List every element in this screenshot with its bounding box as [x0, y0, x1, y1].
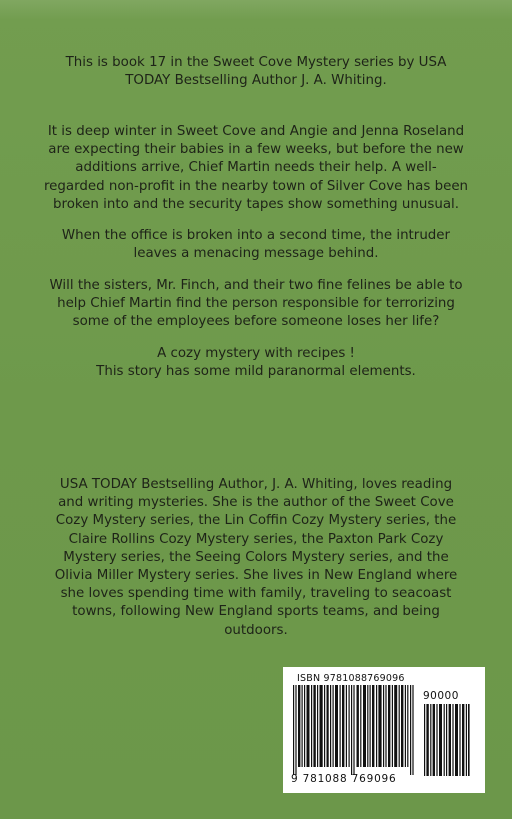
genre-note: A cozy mystery with recipes ! This story has some mild paranormal elements. — [96, 346, 416, 380]
top-edge — [0, 0, 512, 20]
synopsis-paragraph-3: Will the sisters, Mr. Finch, and their two fine felines be able to help Chief Martin find the person responsible for terrorizing some of the employees before someone loses her life? — [49, 278, 463, 330]
price-code: 90000 — [423, 690, 459, 702]
isbn-label: ISBN 9781088769096 — [297, 673, 405, 684]
synopsis-paragraph-1: It is deep winter in Sweet Cove and Angie and Jenna Roseland are expecting their babies in a few weeks, but before the new additions arrive, Chief Martin needs their help. A well- regarded non-profit in the nearby town of Silver Cove has been broken into and the security tapes show something unusual. — [43, 124, 469, 212]
barcode-digits: 9 781088 769096 — [291, 773, 397, 785]
author-bio: USA TODAY Bestselling Author, J. A. Whiting, loves reading and writing mysteries. She is the author of the Sweet Cove Cozy Mystery series, the Lin Coffin Cozy Mystery series, the Claire Rollins Cozy Mystery series, the Paxton Park Cozy Mystery series, the Seeing Colors Mystery series, and the Olivia Miller Mystery series. She lives in New England where she loves spending time with family, traveling to seacoast towns, following New England sports teams, and being outdoors. — [54, 477, 458, 638]
synopsis-paragraph-2: When the office is broken into a second time, the intruder leaves a menacing message behind. — [61, 228, 451, 262]
isbn-barcode — [283, 667, 485, 793]
ean-barcode-bars — [291, 685, 419, 775]
price-addon-bars — [423, 704, 471, 776]
series-intro: This is book 17 in the Sweet Cove Mystery series by USA TODAY Bestselling Author J. A. Whiting. — [65, 55, 447, 89]
